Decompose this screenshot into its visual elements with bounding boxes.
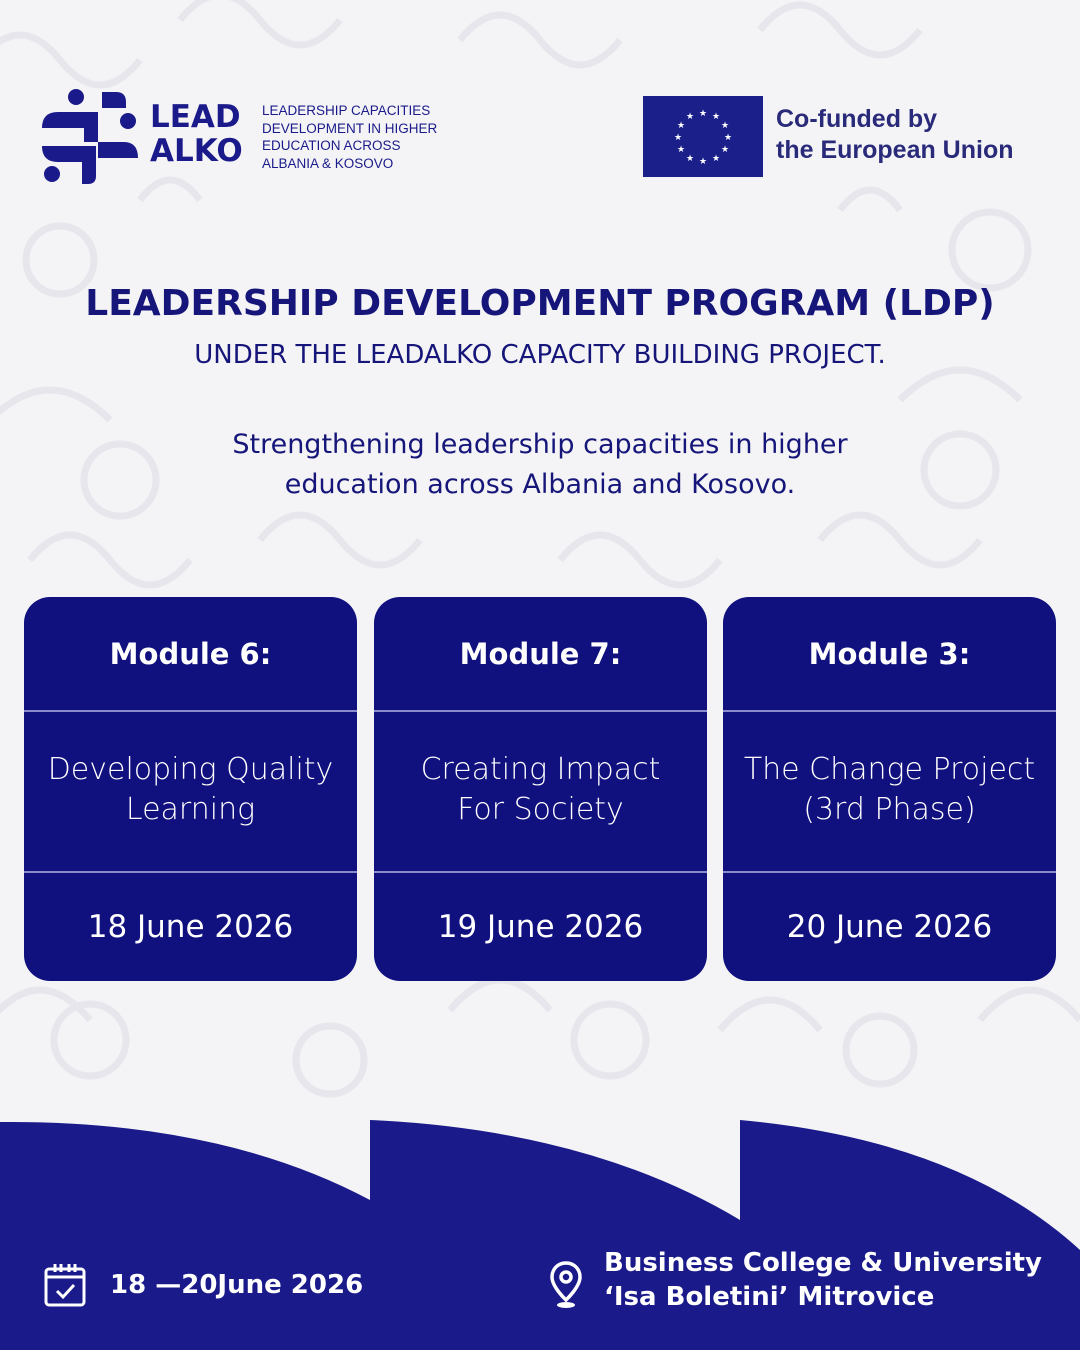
module-card [723,597,1056,981]
svg-text:★: ★ [720,145,730,155]
logo-word-lead: LEAD [150,99,241,135]
location-line: ‘Isa Boletini’ Mitrovice [604,1282,935,1312]
module-title-line: For Society [457,792,624,827]
footer-dates [44,1262,363,1308]
svg-text:★: ★ [698,109,708,119]
logo-tagline-line: DEVELOPMENT IN HIGHER [262,120,438,136]
svg-text:★: ★ [676,121,686,131]
module-title-line: Learning [125,792,256,827]
module-date: 20 June 2026 [786,909,993,945]
svg-text:★: ★ [676,145,686,155]
eu-flag-icon [643,96,763,177]
module-date: 18 June 2026 [87,909,294,945]
leadalko-logo-mark-icon [42,88,138,184]
footer-date-range: 18 —20June 2026 [110,1270,364,1300]
module-title-line: (3rd Phase) [803,792,976,827]
svg-text:★: ★ [723,133,733,143]
eu-text-line: Co-funded by [776,105,938,133]
footer-location [548,1246,1042,1314]
module-card [374,597,707,981]
module-heading: Module 6: [109,636,272,671]
tagline-line: education across Albania and Kosovo. [284,469,796,500]
page-subtitle: UNDER THE LEADALKO CAPACITY BUILDING PROJECT. [194,340,886,370]
module-title [733,750,1046,830]
module-title-line: Creating Impact [420,752,661,787]
svg-text:★: ★ [711,154,721,164]
page-tagline [140,425,940,505]
page-title: LEADERSHIP DEVELOPMENT PROGRAM (LDP) [85,283,995,324]
tagline-line: Strengthening leadership capacities in higher [232,429,848,460]
module-heading: Module 7: [459,636,622,671]
module-cards [24,597,1056,981]
svg-text:★: ★ [673,133,683,143]
module-card [24,597,357,981]
divider [374,710,707,712]
svg-text:★: ★ [698,157,708,167]
logo-tagline [262,102,437,172]
divider [723,710,1056,712]
module-title-line: Developing Quality [47,752,334,787]
module-date: 19 June 2026 [437,909,644,945]
svg-text:★: ★ [720,121,730,131]
svg-text:★: ★ [711,112,721,122]
footer-wave [0,1110,1080,1350]
eu-text-line: the European Union [776,136,1014,164]
logo-tagline-line: EDUCATION ACROSS [262,138,401,153]
logo-tagline-line: ALBANIA & KOSOVO [262,155,394,171]
eu-cofunded-badge [643,96,1043,178]
module-title-line: The Change Project [743,752,1036,787]
svg-text:★: ★ [685,112,695,122]
location-pin-icon [548,1260,584,1310]
logo-tagline-line: LEADERSHIP CAPACITIES [262,103,431,118]
module-heading: Module 3: [808,636,971,671]
logo-word-alko: ALKO [150,133,243,169]
svg-text:★: ★ [685,154,695,164]
divider [24,710,357,712]
calendar-check-icon [44,1263,86,1307]
module-title [384,750,697,830]
location-line: Business College & University [604,1248,1042,1278]
module-title [34,750,347,830]
leadalko-logo [42,88,472,188]
